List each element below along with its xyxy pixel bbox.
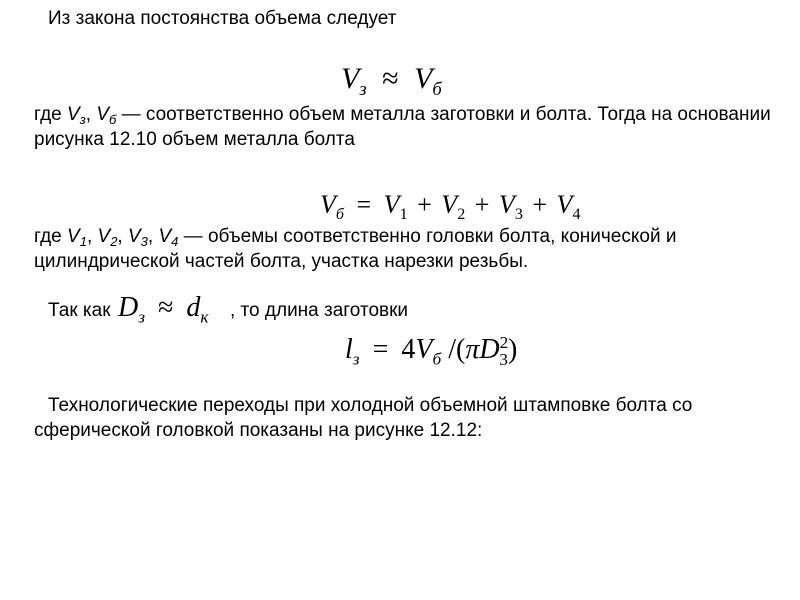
where-volumes-line1: где $V_з$, $V_б$ — соответственно объем металла заготовки и болта. Тогда на основании: [34, 104, 771, 127]
since-prefix: Так как: [48, 300, 111, 321]
where-volumes-line2: рисунка 12.10 объем металла болта: [34, 129, 355, 150]
where-parts-line2: цилиндрической частей болта, участка нарезки резьбы.: [34, 251, 529, 272]
formula-diameter-approx: $D_з \approx d_к$: [118, 292, 209, 327]
conclusion-line1: Технологические переходы при холодной объемной штамповке болта со: [48, 395, 693, 416]
where-parts-line1: где $V_1$, $V_2$, $V_3$, $V_4$ — объемы соответственно головки болта, конической и: [34, 226, 677, 249]
intro-text: Из закона постоянства объема следует: [48, 8, 397, 29]
conclusion-line2: сферической головкой показаны на рисунке 12.12:: [34, 420, 483, 441]
formula-bolt-volume: $V_б = V_1 + V_2 + V_3 + V_4$: [320, 190, 581, 224]
since-suffix: , то длина заготовки: [230, 300, 409, 321]
formula-blank-length: $l_з = 4V_б$ $/(\pi D^2_3)$: [345, 333, 518, 369]
formula-volume-equality: $V_з \approx V_б$: [341, 62, 442, 100]
